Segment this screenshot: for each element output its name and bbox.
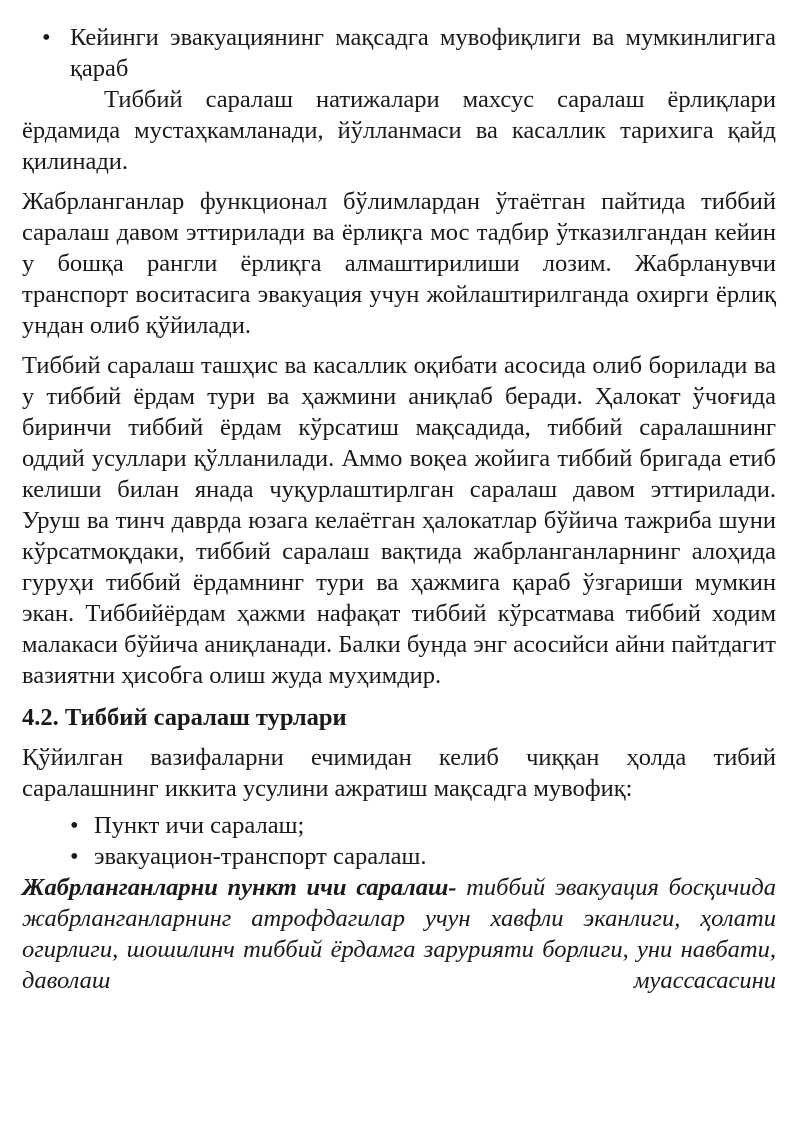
list-item xyxy=(22,841,776,872)
paragraph-2: Жабрланганлар функционал бўлимлардан ўтаётган пайтида тиббий саралаш давом эттирилади ва ёрлиқга мос тадбир ўтказилгандан кейин у бошқа рангли ёрлиқга алмаштирилиши лозим. Жабрланувчи транспорт воситасига эвакуация учун жойлаштирилганда охирги ёрлиқ ундан олиб қўйилади. xyxy=(22,188,776,339)
bullet-dot-icon: • xyxy=(70,812,79,839)
definition-term: Жабрланганларни пункт ичи саралаш- xyxy=(22,874,457,901)
bullet-dot-icon: • xyxy=(70,843,79,870)
list-item-text: эвакуацион-транспорт саралаш. xyxy=(94,843,427,870)
paragraph-1: Тиббий саралаш натижалари махсус саралаш ёрлиқлари ёрдамида мустаҳкамланади, йўлланмаси ва касаллик тарихига қайд қилинади. xyxy=(22,86,776,175)
list-item-text: Пункт ичи саралаш; xyxy=(94,812,305,839)
document-page xyxy=(22,22,776,996)
paragraph-5 xyxy=(22,872,776,996)
bullet-text: Кейинги эвакуациянинг мақсадга мувофиқлиги ва мумкинлигига қараб xyxy=(70,24,776,82)
method-list xyxy=(22,810,776,872)
paragraph-3: Тиббий саралаш ташҳис ва касаллик оқибати асосида олиб борилади ва у тиббий ёрдам тури ва ҳажмини аниқлаб беради. Ҳалокат ўчоғида биринчи тиббий ёрдам кўрсатиш мақсадида, тиббий саралашнинг оддий усуллари қўлланилади. Аммо воқеа жойига тиббий бригада етиб келиши билан янада чуқурлаштирлган саралаш давом эттирилади. Уруш ва тинч даврда юзага келаётган ҳалокатлар бўйича тажриба шуни кўрсатмоқдаки, тиббий саралаш вақтида жабрланганларнинг алоҳида гуруҳи тиббий ёрдамнинг тури ва ҳажмига қараб ўзгариши мумкин экан. Тиббийёрдам ҳажми нафақат тиббий кўрсатмава тиббий ходим малакаси бўйича аниқланади. Балки бунда энг асосийси айни пайтдагит вазиятни ҳисобга олиш жуда муҳимдир. xyxy=(22,352,776,689)
bullet-item-top xyxy=(22,22,776,84)
section-heading: 4.2. Тиббий саралаш турлари xyxy=(22,704,347,731)
bullet-dot-icon: • xyxy=(42,24,51,51)
paragraph-4: Қўйилган вазифаларни ечимидан келиб чиққан ҳолда тибий саралашнинг иккита усулини ажратиш мақсадга мувофиқ: xyxy=(22,744,776,802)
definition-text: тиббий эвакуация босқичида жабрланганларнинг атрофдагилар учун хавфли эканлиги, ҳолати огирлиги, шошилинч тиббий ёрдамга зарурияти борлиги, уни навбати, даволаш муассасасини xyxy=(22,874,776,994)
list-item xyxy=(22,810,776,841)
